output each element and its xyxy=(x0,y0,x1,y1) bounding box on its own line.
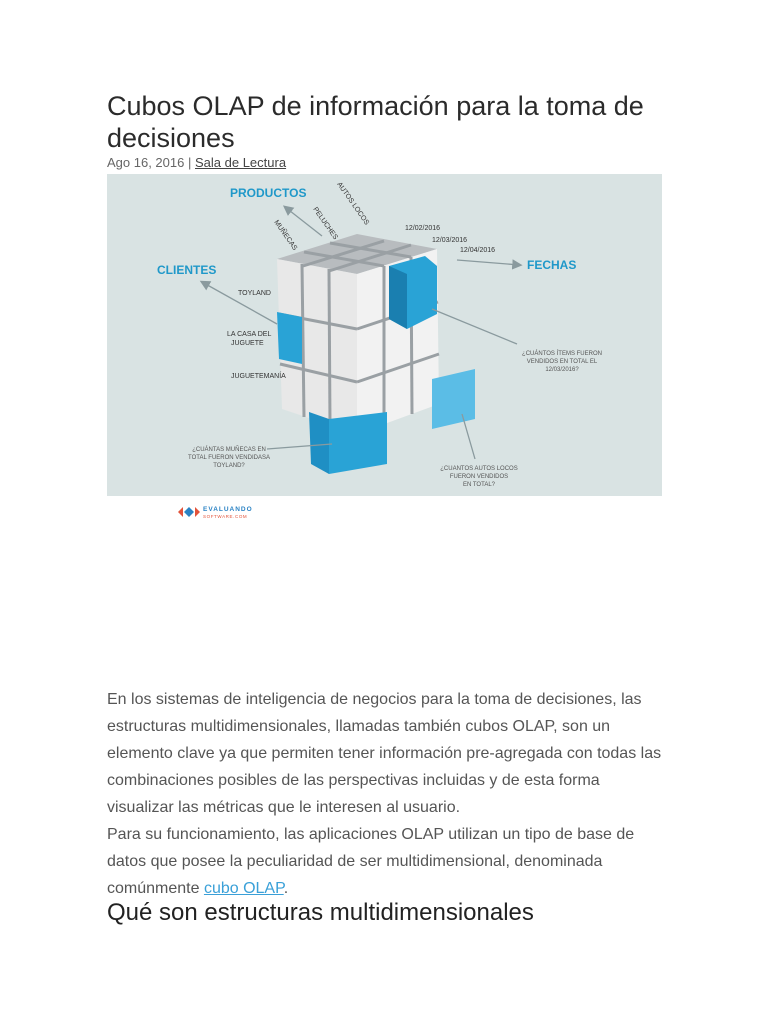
product-label-0: MUÑECAS xyxy=(272,219,299,252)
evaluando-software-logo xyxy=(177,503,267,525)
section-heading: Qué son estructuras multidimensionales xyxy=(107,899,534,926)
dimension-label-productos: PRODUCTOS xyxy=(230,186,307,200)
question1-line2: VENDIDOS EN TOTAL EL xyxy=(526,359,598,365)
question1-line1: ¿CUÁNTOS ÍTEMS FUERON xyxy=(522,351,602,357)
page-title: Cubos OLAP de información para la toma de decisiones xyxy=(107,91,644,153)
dimension-label-fechas: FECHAS xyxy=(527,258,577,272)
olap-cube-illustration xyxy=(107,174,662,496)
paragraph-2-text: Para su funcionamiento, las aplicaciones OLAP utilizan un tipo de base de datos que posee la peculiaridad de ser multidimensional, denominada comúnmente xyxy=(107,826,635,897)
question1-line3: 12/03/2016? xyxy=(545,367,579,373)
question3-line1: ¿CUANTOS AUTOS LOCOS xyxy=(440,466,518,472)
dimension-label-clientes: CLIENTES xyxy=(157,263,217,277)
logo-mark-icon xyxy=(177,503,267,525)
article-header xyxy=(107,90,667,171)
date-label-1: 12/03/2016 xyxy=(432,237,468,244)
cubo-olap-link[interactable]: cubo OLAP xyxy=(203,880,284,897)
question2-line2: TOTAL FUERON VENDIDASA xyxy=(188,455,270,461)
paragraph-2-end: . xyxy=(283,880,289,897)
category-link[interactable]: Sala de Lectura xyxy=(195,155,287,170)
question2-line3: TOYLAND? xyxy=(213,463,245,469)
olap-cube-figure xyxy=(107,174,662,496)
client-label-1a: LA CASA DEL xyxy=(227,331,272,338)
paragraph-2 xyxy=(107,821,667,902)
cube-body xyxy=(277,234,475,474)
article-body xyxy=(107,686,667,902)
post-meta xyxy=(107,155,667,171)
post-date: Ago 16, 2016 xyxy=(107,155,185,170)
meta-separator: | xyxy=(187,155,192,170)
product-label-2: AUTOS LOCOS xyxy=(335,181,371,227)
logo-text-line2: SOFTWARE.COM xyxy=(203,514,248,519)
paragraph-1: En los sistemas de inteligencia de negocios para la toma de decisiones, las estructuras multidimensionales, llamadas también cubos OLAP, son un elemento clave ya que permiten tener información pre-agregada con todas las combinaciones posibles de las perspectivas incluidas y de esta forma visualizar las métricas que le interesen al usuario. xyxy=(107,691,662,816)
question2-line1: ¿CUÁNTAS MUÑECAS EN xyxy=(192,447,266,453)
client-label-0: TOYLAND xyxy=(238,290,271,297)
client-label-2: JUGUETEMANÍA xyxy=(231,373,286,380)
product-label-1: PELUCHES xyxy=(311,206,339,242)
question3-line3: EN TOTAL? xyxy=(462,482,496,488)
date-label-0: 12/02/2016 xyxy=(405,225,441,232)
logo-text-line1: EVALUANDO xyxy=(203,506,253,513)
question3-line2: FUERON VENDIDOS xyxy=(449,474,509,480)
date-label-2: 12/04/2016 xyxy=(460,247,496,254)
client-label-1b: JUGUETE xyxy=(231,340,264,347)
